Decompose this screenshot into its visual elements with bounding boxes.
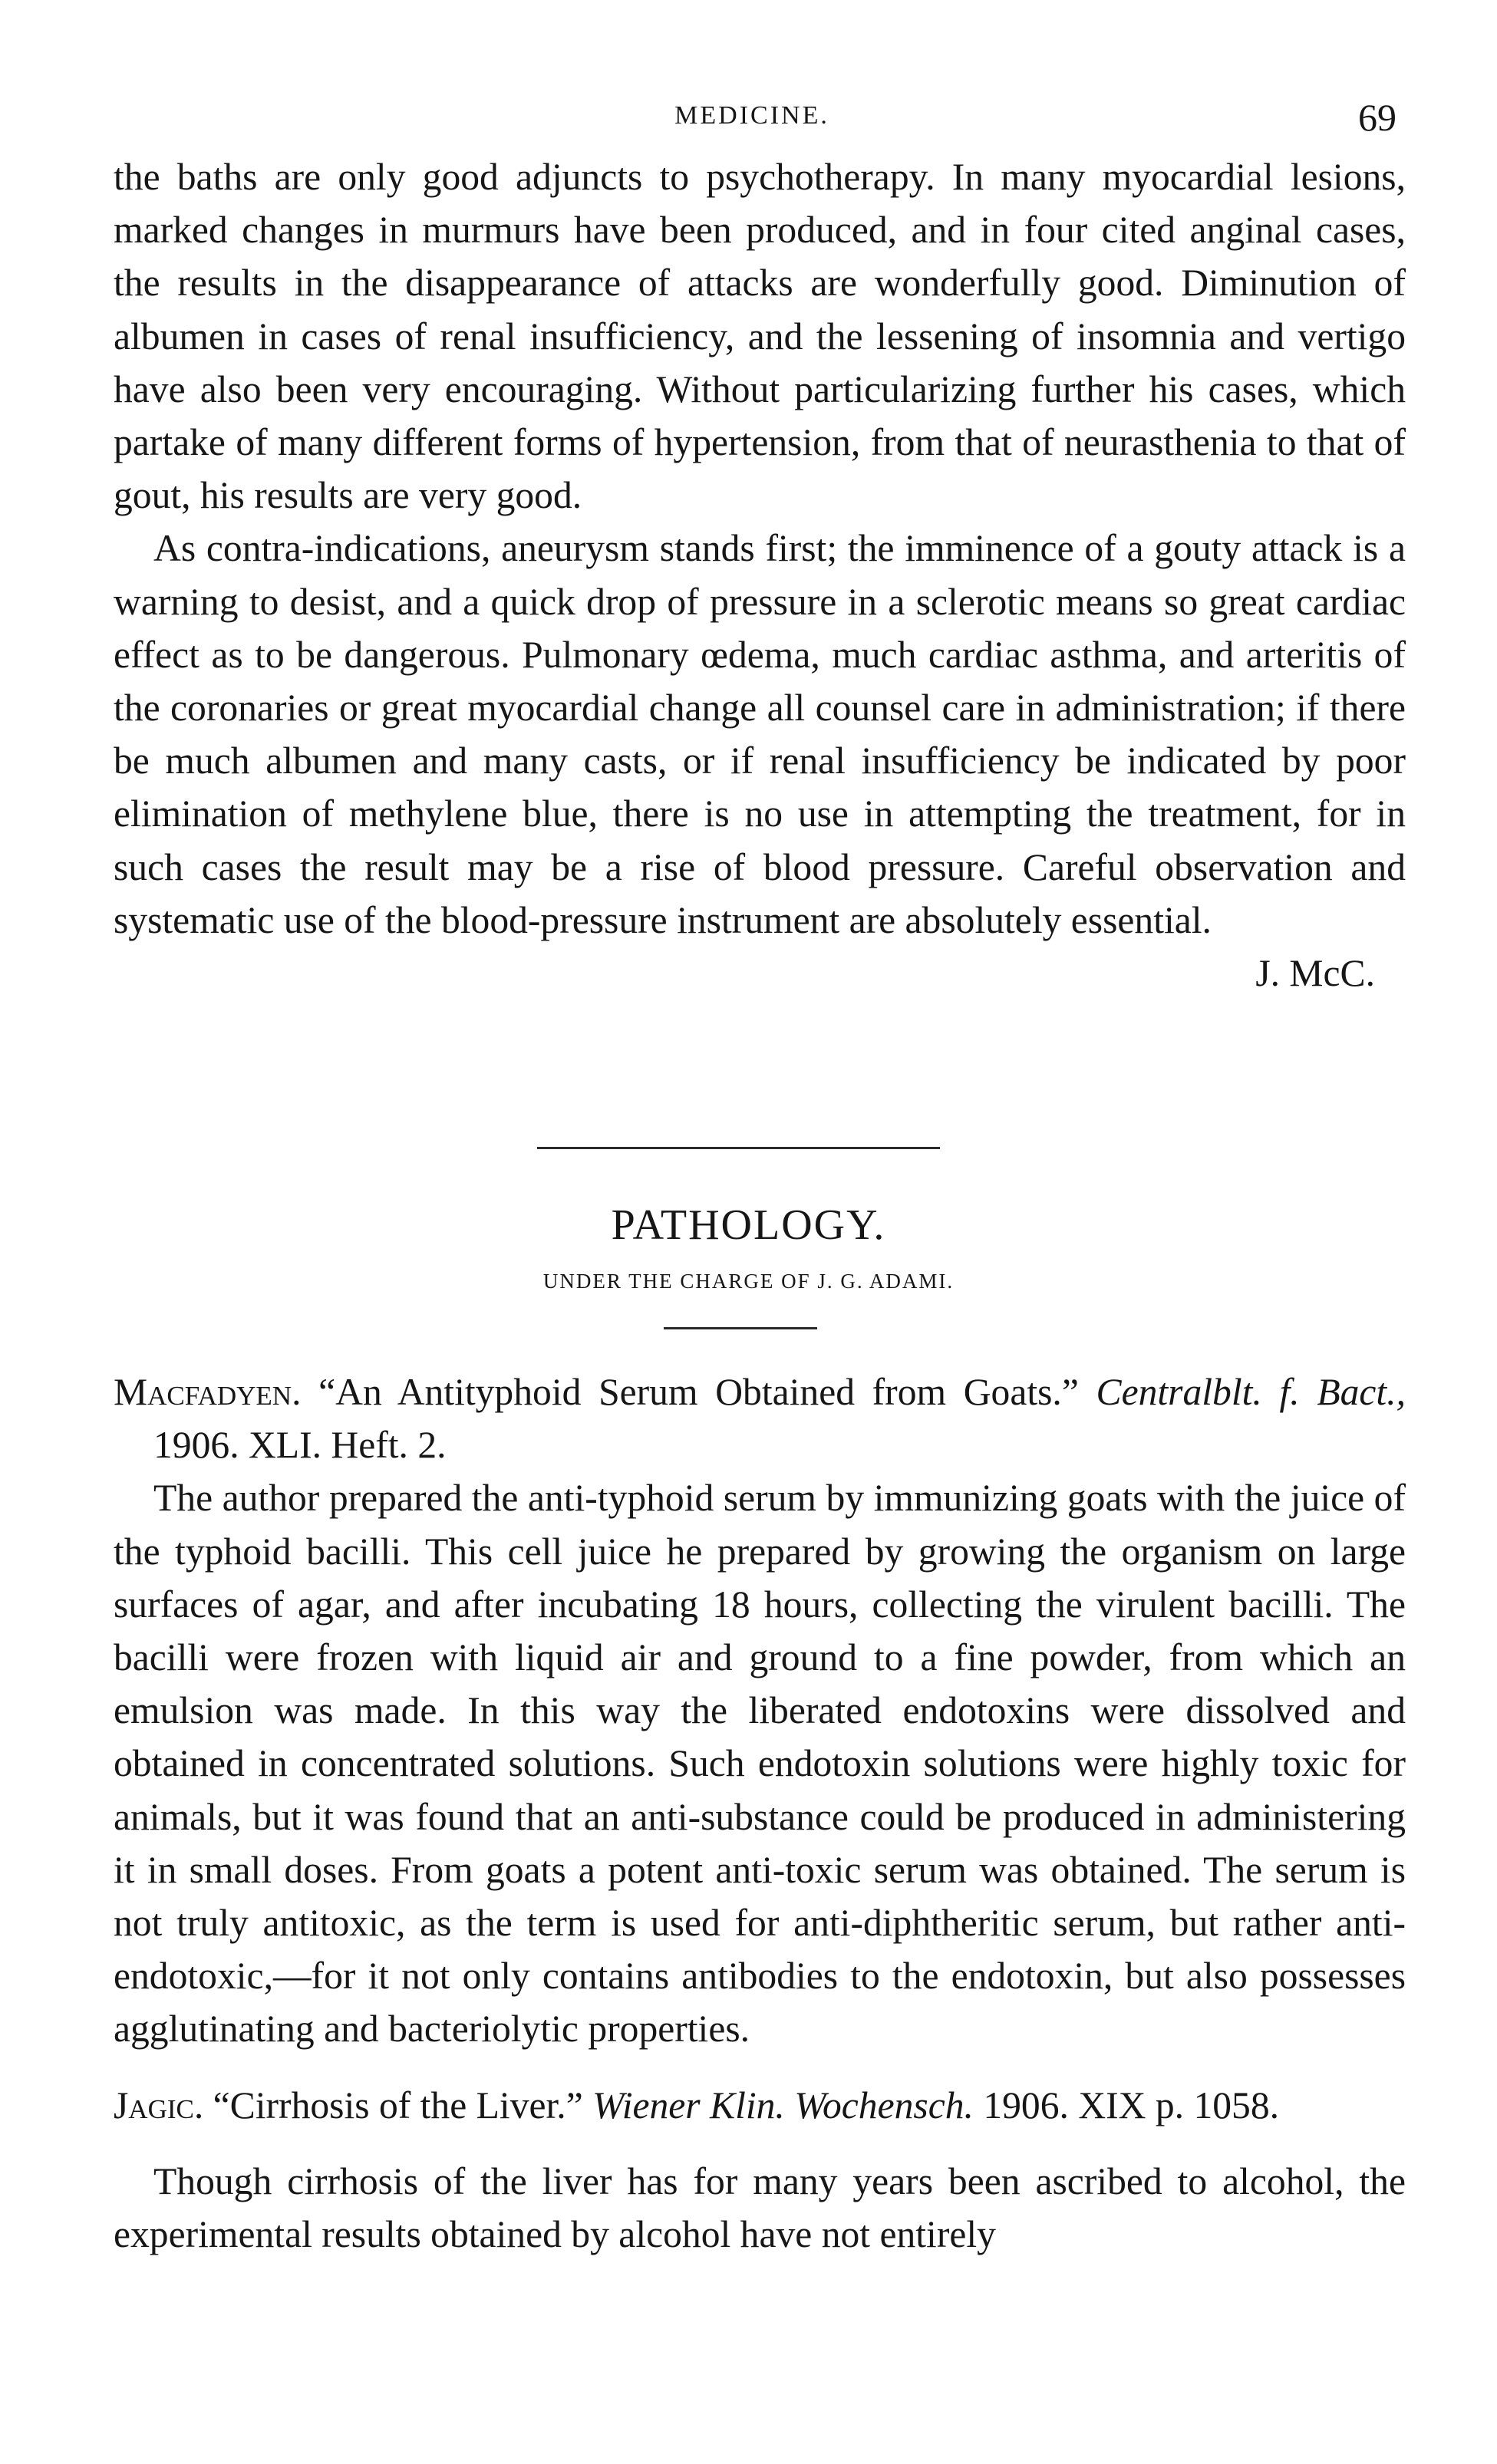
article-2-journal: Wiener Klin. Wochensch. — [592, 2084, 974, 2126]
article-2-title: “Cirrhosis of the Liver.” — [213, 2084, 583, 2126]
page-number: 69 — [1358, 96, 1396, 139]
article-1-body: The author prepared the anti-typhoid serum by immunizing goats with the juice of the typhoid bacilli. This cell juice he prepared by growing the organism on large surfaces of agar, and after incubating 18 hours, collecting the virulent bacilli. The bacilli were frozen with liquid air and ground to a fine powder, from which an emulsion was made. In this way the liberated endotoxins were dissolved and obtained in concentrated solutions. Such endotoxin solutions were highly toxic for animals, but it was found that an anti-substance could be produced in administering it in small doses. From goats a potent anti-toxic serum was obtained. The serum is not truly antitoxic, as the term is used for anti-diphtheritic serum, but rather anti-endotoxic,—for it not only contains antibodies to the endotoxin, but also possesses agglutinating and bacteriolytic properties. — [114, 1477, 1406, 2051]
short-divider-rule — [664, 1327, 817, 1329]
section-divider-rule — [537, 1147, 940, 1149]
article-2-author: Jagic. — [114, 2084, 204, 2126]
running-head — [107, 94, 1396, 140]
article-2-reference — [114, 2079, 1406, 2132]
medicine-section — [114, 150, 1406, 1000]
section-heading: PATHOLOGY. — [611, 1201, 886, 1249]
running-head-title: MEDICINE. — [674, 101, 829, 130]
article-1-journal: Centralblt. f. Bact., — [1096, 1371, 1406, 1413]
pathology-section — [114, 1365, 1406, 2261]
article-1-author: Macfadyen. — [114, 1371, 302, 1413]
author-signature: J. McC. — [1255, 952, 1375, 995]
article-2-details: 1906. XIX p. 1058. — [983, 2084, 1280, 2126]
medicine-paragraph-2: As contra-indications, aneurysm stands first; the imminence of a gouty attack is a warning to desist, and a quick drop of pressure in a sclerotic means so great cardiac effect as to be dangerous. Pulmonary œdema, much cardiac asthma, and arteritis of the coronaries or great myocardial change all counsel care in administration; if there be much albumen and many casts, or if renal insufficiency be indicated by poor elimination of methylene blue, there is no use in attempting the treatment, for in such cases the result may be a rise of blood pressure. Careful observation and systematic use of the blood-pressure instrument are absolutely essential. — [114, 527, 1406, 941]
medicine-paragraph-1: the baths are only good adjuncts to psychotherapy. In many myocardial lesions, marked changes in murmurs have been produced, and in four cited anginal cases, the results in the disappearance of attacks are wonderfully good. Diminution of albumen in cases of renal insufficiency, and the lessening of insomnia and vertigo have also been very encouraging. Without particularizing further his cases, which partake of many different forms of hypertension, from that of neurasthenia to that of gout, his results are very good. — [114, 156, 1406, 517]
article-1-reference — [114, 1365, 1406, 1471]
article-1-title: “An Antityphoid Serum Obtained from Goats.” — [318, 1371, 1079, 1413]
section-subheading: UNDER THE CHARGE OF J. G. ADAMI. — [542, 1270, 955, 1293]
article-1-details: 1906. XLI. Heft. 2. — [153, 1424, 447, 1467]
article-2-body: Though cirrhosis of the liver has for many years been ascribed to alcohol, the experimental results obtained by alcohol have not entirely — [114, 2159, 1406, 2256]
